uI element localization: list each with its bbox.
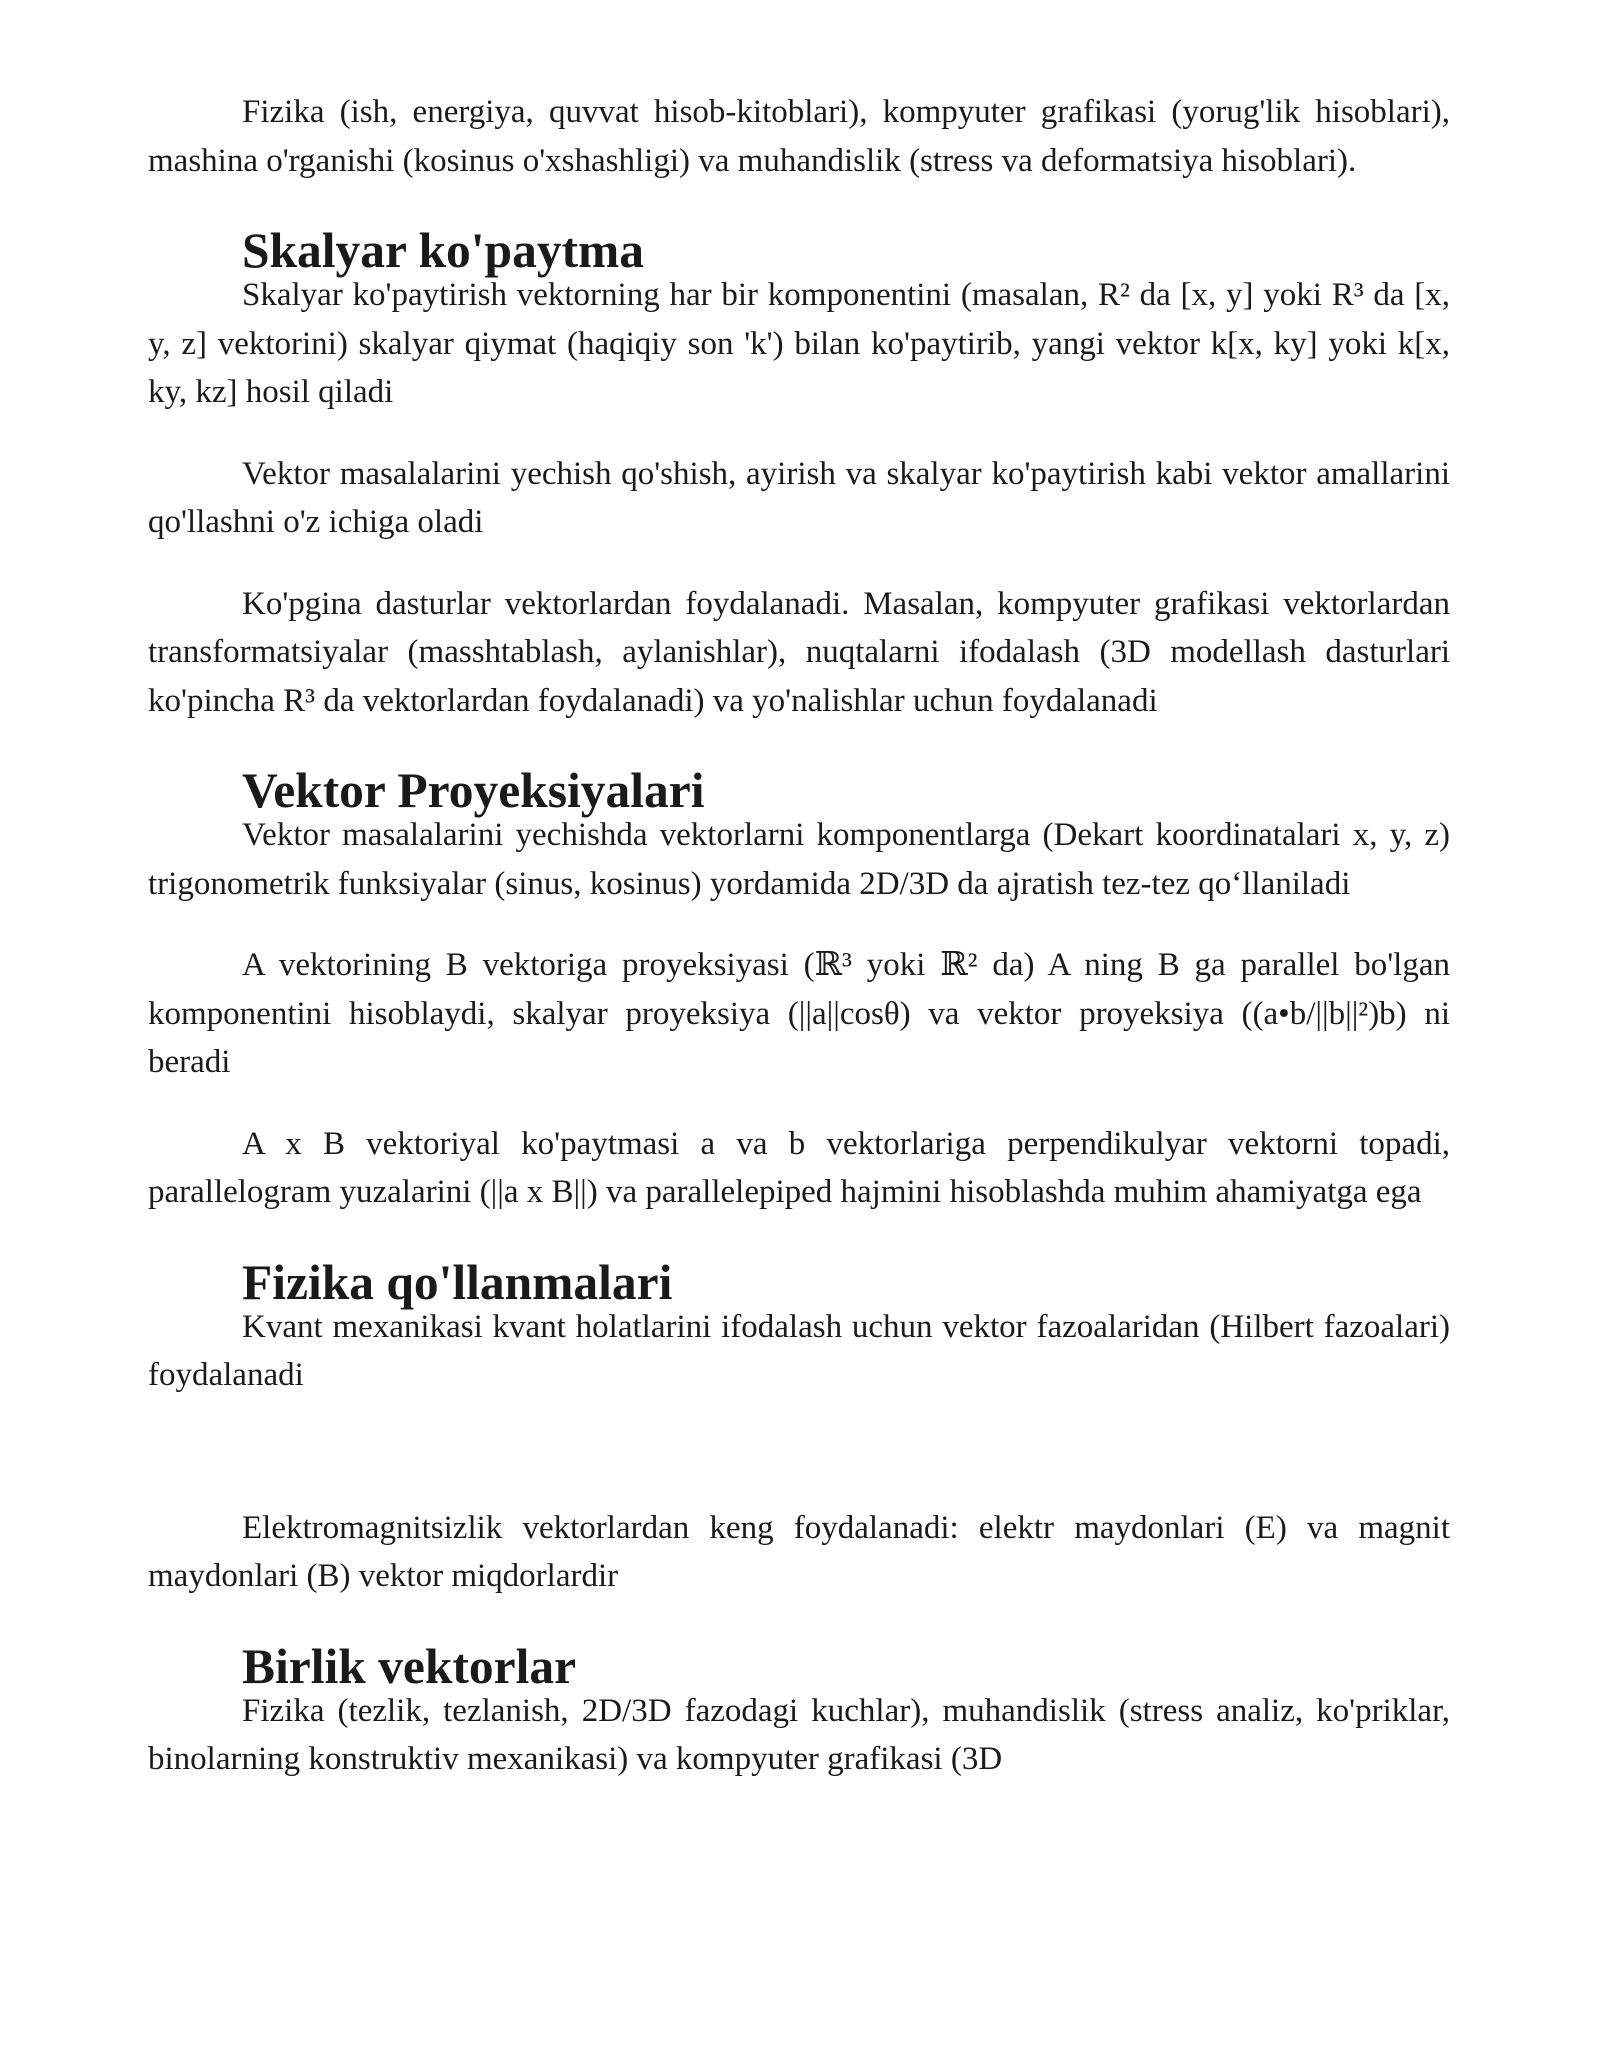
paragraph-gap (148, 1400, 1450, 1504)
paragraph-projection: A vektorining B vektoriga proyeksiyasi (ℝ³ yoki ℝ² da) A ning B ga parallel bo'lgan komponentini hisoblaydi, skalyar proyeksiya (||a||cosθ) va vektor proyeksiya ((a•b/||b||²)b) ni beradi (148, 947, 1450, 1080)
paragraph-quantum: Kvant mexanikasi kvant holatlarini ifodalash uchun vektor fazoalaridan (Hilbert fazoalari) foydalanadi (148, 1308, 1450, 1393)
paragraph-components: Vektor masalalarini yechishda vektorlarni komponentlarga (Dekart koordinatalari x, y, z) trigonometrik funksiyalar (sinus, kosinus) yordamida 2D/3D da ajratish tez-tez qo‘llaniladi (148, 817, 1450, 902)
paragraph-programs: Ko'pgina dasturlar vektorlardan foydalanadi. Masalan, kompyuter grafikasi vektorlardan transformatsiyalar (masshtablash, aylanishlar), nuqtalarni ifodalash (3D modellash dasturlari ko'pincha R³ da vektorlardan foydalanadi) va yo'nalishlar uchun foydalanadi (148, 585, 1450, 719)
paragraph-electromagnetism: Elektromagnitsizlik vektorlardan keng foydalanadi: elektr maydonlari (E) va magnit maydonlari (B) vektor miqdorlardir (148, 1509, 1450, 1594)
paragraph-gap (148, 908, 1450, 941)
heading-skalyar-kopaytma: Skalyar ko'paytma (242, 223, 645, 278)
heading-fizika-qollanmalari: Fizika qo'llanmalari (242, 1254, 673, 1310)
paragraph-vector-operations: Vektor masalalarini yechish qo'shish, ayirish va skalyar ko'paytirish kabi vektor amallarini qo'llashni o'z ichiga oladi (148, 455, 1450, 540)
heading-birlik-vektorlar: Birlik vektorlar (242, 1638, 577, 1694)
paragraph-gap (148, 417, 1450, 450)
paragraph-gap (148, 547, 1450, 580)
paragraph-cross-product: A x B vektoriyal ko'paytmasi a va b vektorlariga perpendikulyar vektorni topadi, parallelogram yuzalarini (||a x B||) va parallelepiped hajmini hisoblashda muhim ahamiyatga ega (148, 1125, 1450, 1210)
paragraph-gap (148, 1087, 1450, 1120)
paragraph-unit-vectors: Fizika (tezlik, tezlanish, 2D/3D fazodagi kuchlar), muhandislik (stress analiz, ko'priklar, binolarning konstruktiv mexanikasi) va kompyuter grafikasi (3D (148, 1692, 1450, 1777)
paragraph-scalar-multiplication: Skalyar ko'paytirish vektorning har bir komponentini (masalan, R² da [x, y] yoki R³ da [x, y, z] vektorini) skalyar qiymat (haqiqiy son 'k') bilan ko'paytirib, yangi vektor k[x, ky] yoki k[x, ky, kz] hosil qiladi (148, 277, 1450, 410)
heading-vektor-proyeksiyalari: Vektor Proyeksiyalari (242, 763, 705, 818)
document-page (148, 88, 1450, 1784)
paragraph-applications: Fizika (ish, energiya, quvvat hisob-kitoblari), kompyuter grafikasi (yorug'lik hisoblari), mashina o'rganishi (kosinus o'xshashligi) va muhandislik (stress va deformatsiya hisoblari). (148, 94, 1450, 179)
